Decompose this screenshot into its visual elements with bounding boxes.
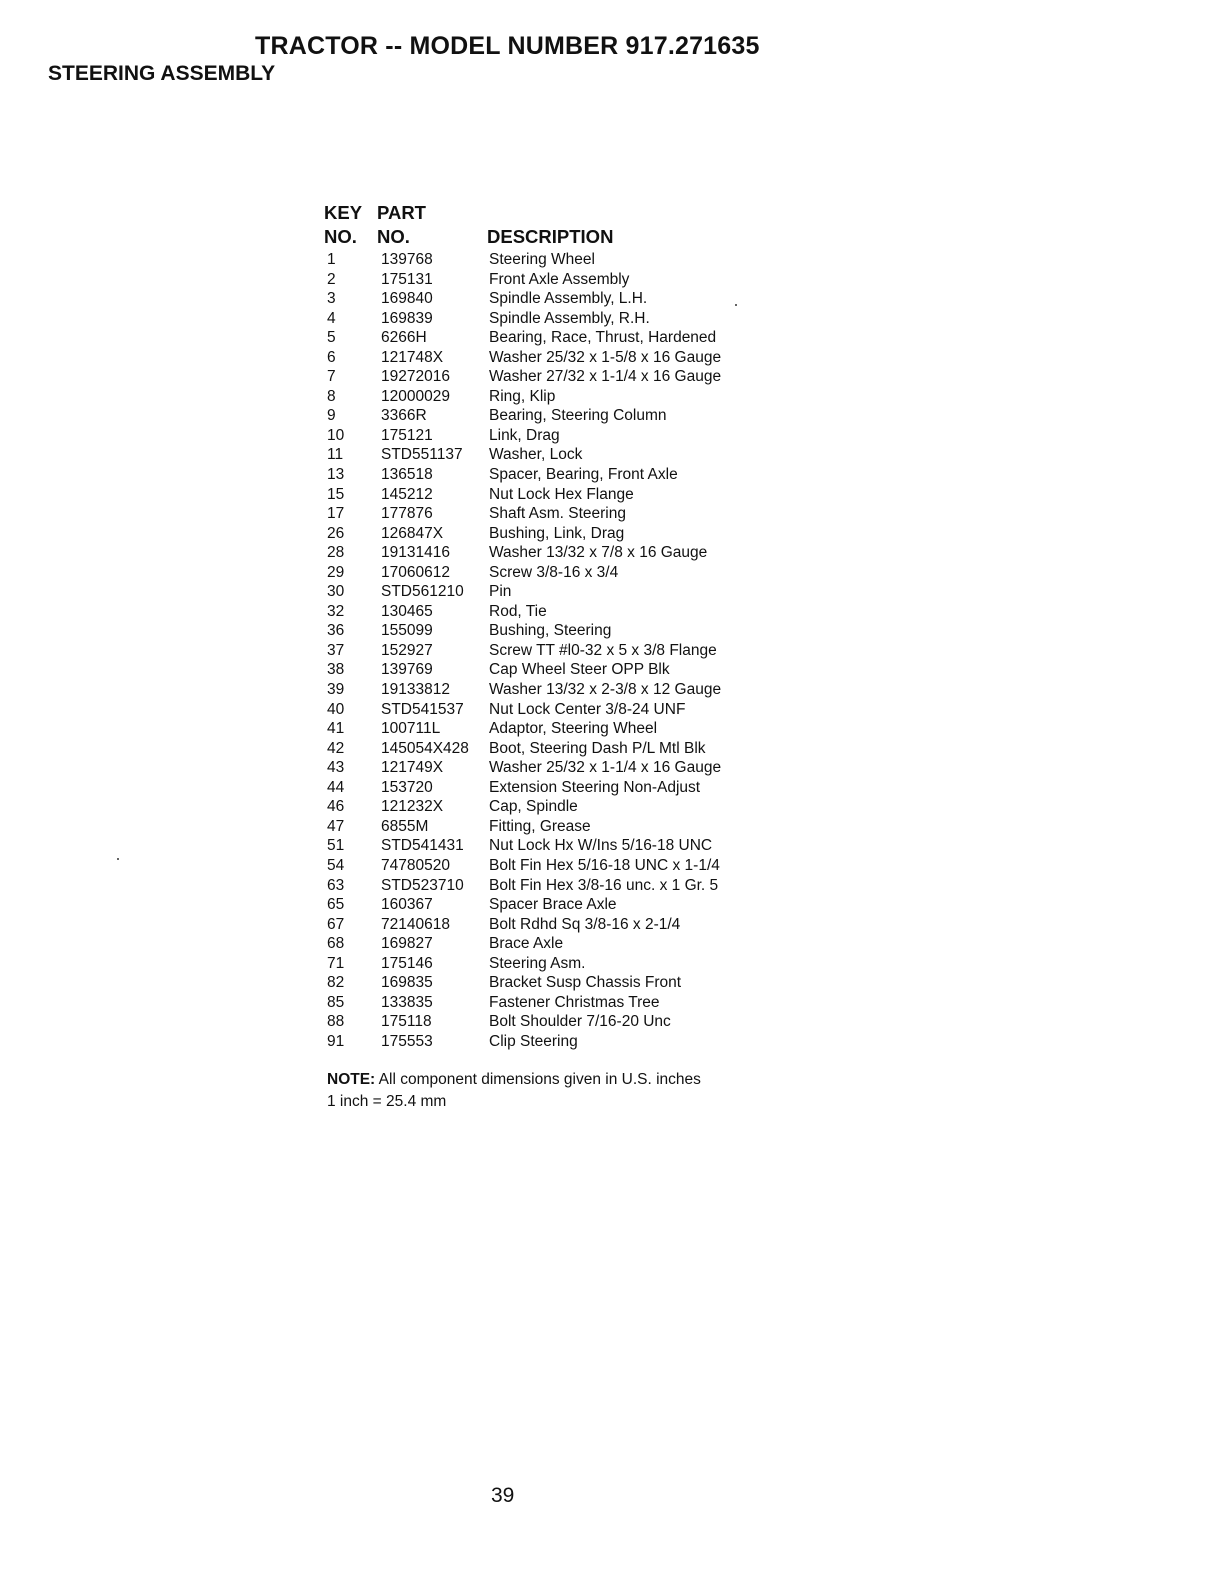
part-description: Ring, Klip [489, 387, 556, 405]
part-description: Bolt Fin Hex 5/16-18 UNC x 1-1/4 [489, 856, 720, 874]
parts-row [0, 798, 900, 818]
key-no: 44 [327, 778, 345, 796]
part-description: Spacer Brace Axle [489, 896, 617, 914]
note-text: All component dimensions given in U.S. inches [378, 1071, 701, 1088]
key-no: 65 [327, 896, 345, 914]
parts-row [0, 916, 900, 936]
key-no: 63 [327, 876, 345, 894]
parts-row [0, 544, 900, 564]
part-no: 169839 [381, 309, 433, 327]
parts-row [0, 407, 900, 427]
part-no: STD561210 [381, 583, 464, 601]
key-no: 6 [327, 348, 336, 366]
key-no: 91 [327, 1032, 345, 1050]
parts-row [0, 1033, 900, 1053]
parts-row [0, 837, 900, 857]
key-no: 2 [327, 270, 336, 288]
parts-row [0, 603, 900, 623]
part-no: 175118 [381, 1013, 432, 1031]
part-no: STD523710 [381, 876, 464, 894]
parts-row [0, 329, 900, 349]
part-description: Spacer, Bearing, Front Axle [489, 466, 678, 484]
part-no: 121748X [381, 348, 444, 366]
part-description: Screw 3/8-16 x 3/4 [489, 563, 619, 581]
part-description: Washer, Lock [489, 446, 583, 464]
part-description: Nut Lock Hx W/Ins 5/16-18 UNC [489, 837, 713, 855]
description-column-header: DESCRIPTION [487, 226, 614, 247]
part-description: Clip Steering [489, 1032, 578, 1050]
part-description: Bearing, Steering Column [489, 407, 667, 425]
part-no: 121749X [381, 759, 444, 777]
part-description: Steering Asm. [489, 954, 586, 972]
part-no: 12000029 [381, 387, 450, 405]
key-no: 54 [327, 856, 345, 874]
key-no: 85 [327, 993, 345, 1011]
part-description: Pin [489, 583, 512, 601]
part-no: 19272016 [381, 368, 450, 386]
key-no: 30 [327, 583, 345, 601]
parts-row [0, 251, 900, 271]
parts-row [0, 935, 900, 955]
part-description: Bolt Shoulder 7/16-20 Unc [489, 1013, 671, 1031]
parts-row [0, 368, 900, 388]
part-column-header-line2: NO. [377, 226, 410, 247]
parts-row [0, 759, 900, 779]
part-description: Front Axle Assembly [489, 270, 630, 288]
key-no: 3 [327, 290, 336, 308]
section-title: STEERING ASSEMBLY [48, 62, 276, 85]
part-description: Bushing, Steering [489, 622, 612, 640]
page-title: TRACTOR -- MODEL NUMBER 917.271635 [255, 32, 760, 60]
parts-row [0, 427, 900, 447]
part-description: Adaptor, Steering Wheel [489, 720, 658, 738]
part-no: 19133812 [381, 681, 450, 699]
part-description: Fastener Christmas Tree [489, 993, 660, 1011]
part-no: 145212 [381, 485, 433, 503]
part-no: 153720 [381, 778, 433, 796]
key-no: 11 [327, 446, 344, 464]
parts-row [0, 818, 900, 838]
part-description: Spindle Assembly, R.H. [489, 309, 650, 327]
part-no: 6855M [381, 817, 429, 835]
parts-row [0, 505, 900, 525]
part-description: Bolt Fin Hex 3/8-16 unc. x 1 Gr. 5 [489, 876, 719, 894]
part-no: 17060612 [381, 563, 450, 581]
key-no: 82 [327, 974, 345, 992]
part-description: Washer 13/32 x 7/8 x 16 Gauge [489, 544, 708, 562]
part-description: Fitting, Grease [489, 817, 591, 835]
key-no: 9 [327, 407, 336, 425]
part-description: Washer 25/32 x 1-1/4 x 16 Gauge [489, 759, 722, 777]
key-no: 26 [327, 524, 345, 542]
key-no: 17 [327, 505, 345, 523]
parts-row [0, 896, 900, 916]
parts-row [0, 994, 900, 1014]
part-no: 136518 [381, 466, 433, 484]
part-description: Nut Lock Hex Flange [489, 485, 634, 503]
part-description: Bolt Rdhd Sq 3/8-16 x 2-1/4 [489, 915, 681, 933]
key-no: 68 [327, 935, 345, 953]
part-no: 175146 [381, 954, 433, 972]
parts-row [0, 857, 900, 877]
part-no: 133835 [381, 993, 433, 1011]
part-description: Spindle Assembly, L.H. [489, 290, 648, 308]
part-no: STD551137 [381, 446, 463, 464]
parts-row [0, 877, 900, 897]
part-no: 72140618 [381, 915, 450, 933]
key-no: 1 [327, 251, 336, 268]
part-no: 169835 [381, 974, 433, 992]
parts-row [0, 661, 900, 681]
note-label: NOTE: [327, 1071, 376, 1088]
parts-row [0, 642, 900, 662]
part-description: Bearing, Race, Thrust, Hardened [489, 329, 717, 347]
key-no: 43 [327, 759, 345, 777]
parts-row [0, 681, 900, 701]
parts-row [0, 388, 900, 408]
part-column-header-line1: PART [377, 202, 426, 223]
part-description: Link, Drag [489, 426, 560, 444]
part-description: Screw TT #l0-32 x 5 x 3/8 Flange [489, 641, 717, 659]
parts-row [0, 622, 900, 642]
part-description: Extension Steering Non-Adjust [489, 778, 701, 796]
part-description: Cap, Spindle [489, 798, 578, 816]
part-no: 169827 [381, 935, 433, 953]
part-description: Bracket Susp Chassis Front [489, 974, 682, 992]
key-no: 15 [327, 485, 345, 503]
parts-row [0, 271, 900, 291]
parts-row [0, 583, 900, 603]
key-no: 39 [327, 681, 345, 699]
part-description: Washer 13/32 x 2-3/8 x 12 Gauge [489, 681, 722, 699]
parts-row [0, 349, 900, 369]
key-no: 71 [327, 954, 345, 972]
note [327, 1071, 701, 1089]
key-no: 42 [327, 739, 345, 757]
key-no: 29 [327, 563, 345, 581]
parts-row [0, 564, 900, 584]
key-no: 40 [327, 700, 345, 718]
part-description: Boot, Steering Dash P/L Mtl Blk [489, 739, 706, 757]
key-no: 51 [327, 837, 345, 855]
part-no: 177876 [381, 505, 433, 523]
part-description: Washer 27/32 x 1-1/4 x 16 Gauge [489, 368, 722, 386]
key-no: 13 [327, 466, 345, 484]
parts-list [0, 251, 900, 1052]
parts-row [0, 310, 900, 330]
part-no: 139769 [381, 661, 433, 679]
parts-row [0, 720, 900, 740]
part-no: STD541537 [381, 700, 464, 718]
key-no: 32 [327, 602, 345, 620]
part-no: 169840 [381, 290, 433, 308]
parts-row [0, 701, 900, 721]
part-no: 19131416 [381, 544, 450, 562]
parts-row [0, 779, 900, 799]
key-no: 5 [327, 329, 336, 347]
part-no: 155099 [381, 622, 433, 640]
key-no: 37 [327, 641, 345, 659]
parts-row [0, 525, 900, 545]
part-no: 175121 [381, 426, 433, 444]
part-no: 6266H [381, 329, 427, 347]
parts-row [0, 955, 900, 975]
part-description: Brace Axle [489, 935, 564, 953]
part-no: 121232X [381, 798, 444, 816]
parts-row [0, 1013, 900, 1033]
part-no: 139768 [381, 251, 433, 268]
parts-row [0, 290, 900, 310]
parts-row [0, 446, 900, 466]
part-description: Washer 25/32 x 1-5/8 x 16 Gauge [489, 348, 722, 366]
part-no: 152927 [381, 641, 433, 659]
key-no: 46 [327, 798, 345, 816]
key-column-header-line1: KEY [324, 202, 363, 223]
parts-row [0, 466, 900, 486]
scan-speck [735, 304, 737, 306]
key-no: 28 [327, 544, 345, 562]
key-column-header-line2: NO. [324, 226, 357, 247]
part-description: Nut Lock Center 3/8-24 UNF [489, 700, 686, 718]
part-no: 175553 [381, 1032, 433, 1050]
part-no: 145054X428 [381, 739, 469, 757]
key-no: 4 [327, 309, 336, 327]
key-no: 10 [327, 426, 345, 444]
parts-row [0, 974, 900, 994]
part-no: 160367 [381, 896, 433, 914]
scan-speck [117, 858, 119, 860]
key-no: 88 [327, 1013, 345, 1031]
part-no: 3366R [381, 407, 427, 425]
part-description: Rod, Tie [489, 602, 547, 620]
part-description: Bushing, Link, Drag [489, 524, 625, 542]
key-no: 47 [327, 817, 345, 835]
page-number: 39 [491, 1484, 515, 1507]
part-description: Cap Wheel Steer OPP Blk [489, 661, 670, 679]
part-description: Shaft Asm. Steering [489, 505, 626, 523]
unit-conversion: 1 inch = 25.4 mm [327, 1093, 447, 1110]
part-no: 74780520 [381, 856, 450, 874]
key-no: 67 [327, 915, 345, 933]
part-description: Steering Wheel [489, 251, 595, 268]
key-no: 41 [327, 720, 345, 738]
key-no: 7 [327, 368, 336, 386]
part-no: 100711L [381, 720, 441, 738]
parts-row [0, 740, 900, 760]
part-no: 175131 [381, 270, 433, 288]
part-no: STD541431 [381, 837, 464, 855]
key-no: 8 [327, 387, 336, 405]
part-no: 130465 [381, 602, 433, 620]
part-no: 126847X [381, 524, 444, 542]
key-no: 36 [327, 622, 345, 640]
key-no: 38 [327, 661, 345, 679]
parts-row [0, 486, 900, 506]
